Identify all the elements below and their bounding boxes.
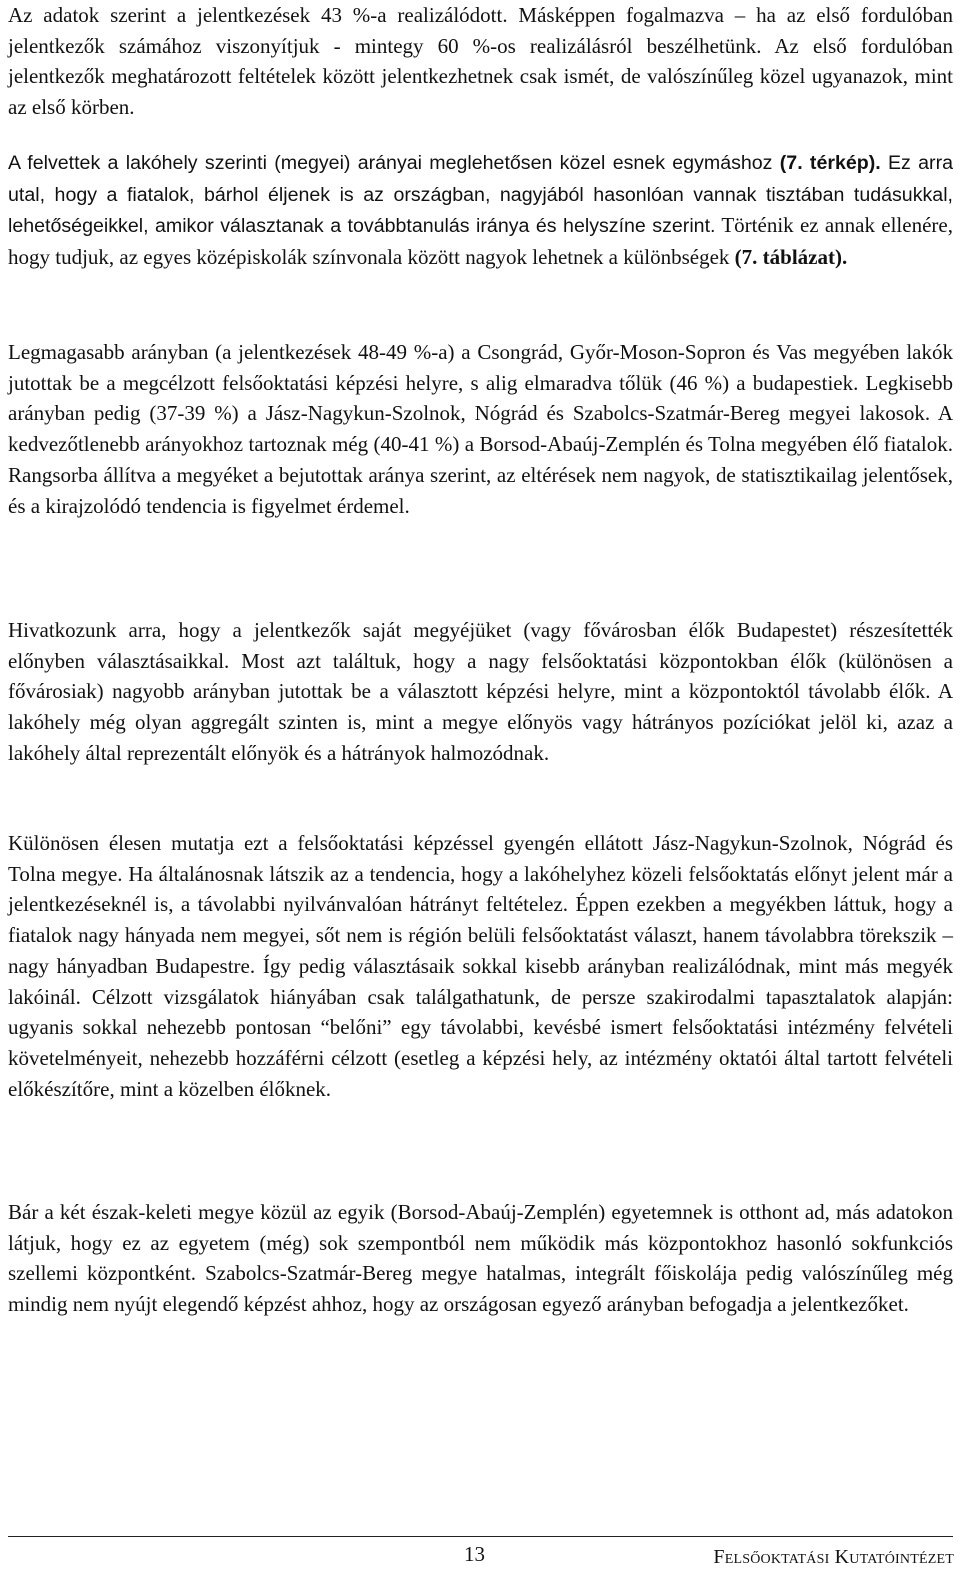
footer-divider [8, 1536, 953, 1537]
institute-name: Felsőoktatási Kutatóintézet [713, 1546, 954, 1568]
paragraph-4: Hivatkozunk arra, hogy a jelentkezők saját megyéjüket (vagy fővárosban élők Budapestet) részesítették előnyben választásaikkal. Most azt találtuk, hogy a nagy felsőoktatási központokban élők (különösen a fővárosiak) nagyobb arányban jutottak be a választott képzési helyre, mint a központoktól távolabb élők. A lakóhely még olyan aggregált szinten is, mint a megye előnyös vagy hátrányos pozíciókat jelöl ki, azaz a lakóhely által reprezentált előnyök és a hátrányok halmozódnak. [8, 618, 953, 765]
paragraph-5: Különösen élesen mutatja ezt a felsőoktatási képzéssel gyengén ellátott Jász-Nagykun-Szolnok, Nógrád és Tolna megye. Ha általánosnak látszik az a tendencia, hogy a lakóhelyhez közeli felsőoktatás előnyt jelent már a jelentkezéseknél is, a távolabbi nyilvánvalóan hátrányt feltételez. Éppen ezekben a megyékben láttuk, hogy a fiatalok nagy hányada nem megyei, sőt nem is régión belüli felsőoktatást választ, hanem távolabbra törekszik – nagy hányadban Budapestre. Így pedig választásaik sokkal kisebb arányban realizálódnak, mint más megyék lakóinál. Célzott vizsgálatok hiányában csak találgathatunk, de persze szakirodalmi tapasztalatok alapján: ugyanis sokkal nehezebb pontosan “belőni” egy távolabbi, kevésbé ismert felsőoktatási intézmény felvételi követelményeit, nehezebb hozzáférni célzott (esetleg a képzési hely, az intézmény oktatói által tartott felvételi előkészítőre, mint a közelben élőknek. [8, 831, 953, 1101]
paragraph-2 [8, 147, 953, 273]
map-reference-bold: (7. térkép). [779, 152, 881, 174]
paragraph-2-tail: Történik ez annak ellenére, hogy tudjuk, az egyes középiskolák színvonala között nagyok lehetnek a különbségek [8, 213, 953, 270]
paragraph-6: Bár a két észak-keleti megye közül az egyik (Borsod-Abaúj-Zemplén) egyetemnek is otthont ad, más adatokon látjuk, hogy ez az egyetem (még) sok szempontból nem működik más központokhoz hasonló sokfunkciós szellemi központként. Szabolcs-Szatmár-Bereg megye hatalmas, integrált főiskolája pedig valószínűleg még mindig nem nyújt elegendő képzést ahhoz, hogy az országosan egyező arányban befogadja a jelentkezőket. [8, 1200, 953, 1317]
paragraph-2-body: Ez arra utal, hogy a fiatalok, bárhol éljenek is az országban, nagyjából hasonlóan vannak tisztában tudásukkal, lehetőségeikkel, amikor választanak a továbbtanulás iránya és helyszíne szerint. [8, 152, 953, 238]
map-reference [780, 152, 881, 174]
paragraph-3: Legmagasabb arányban (a jelentkezések 48-49 %-a) a Csongrád, Győr-Moson-Sopron és Vas megyében lakók jutottak be a megcélzott felsőoktatási képzési helyre, s alig elmaradva tőlük (46 %) a budapestiek. Legkisebb arányban pedig (37-39 %) a Jász-Nagykun-Szolnok, Nógrád és Szabolcs-Szatmár-Bereg megyei lakosok. A kedvezőtlenebb arányokhoz tartoznak még (40-41 %) a Borsod-Abaúj-Zemplén és Tolna megyében élő fiatalok. Rangsorba állítva a megyéket a bejutottak aránya szerint, az eltérések nem nagyok, de statisztikailag jelentősek, és a kirajzolódó tendencia is figyelmet érdemel. [8, 340, 953, 518]
page-number: 13 [464, 1542, 485, 1566]
paragraph-2-intro: A felvettek a lakóhely szerinti (megyei) arányai meglehetősen közel esnek egymáshoz [8, 152, 780, 174]
paragraph-1: Az adatok szerint a jelentkezések 43 %-a realizálódott. Másképpen fogalmazva – ha az első fordulóban jelentkezők számához viszonyítjuk - mintegy 60 %-os realizálásról beszélhetünk. Az első fordulóban jelentkezők meghatározott feltételek között jelentkezhetnek csak ismét, de valószínűleg közel ugyanazok, mint az első körben. [8, 3, 953, 120]
table-reference: (7. táblázat). [734, 245, 848, 270]
